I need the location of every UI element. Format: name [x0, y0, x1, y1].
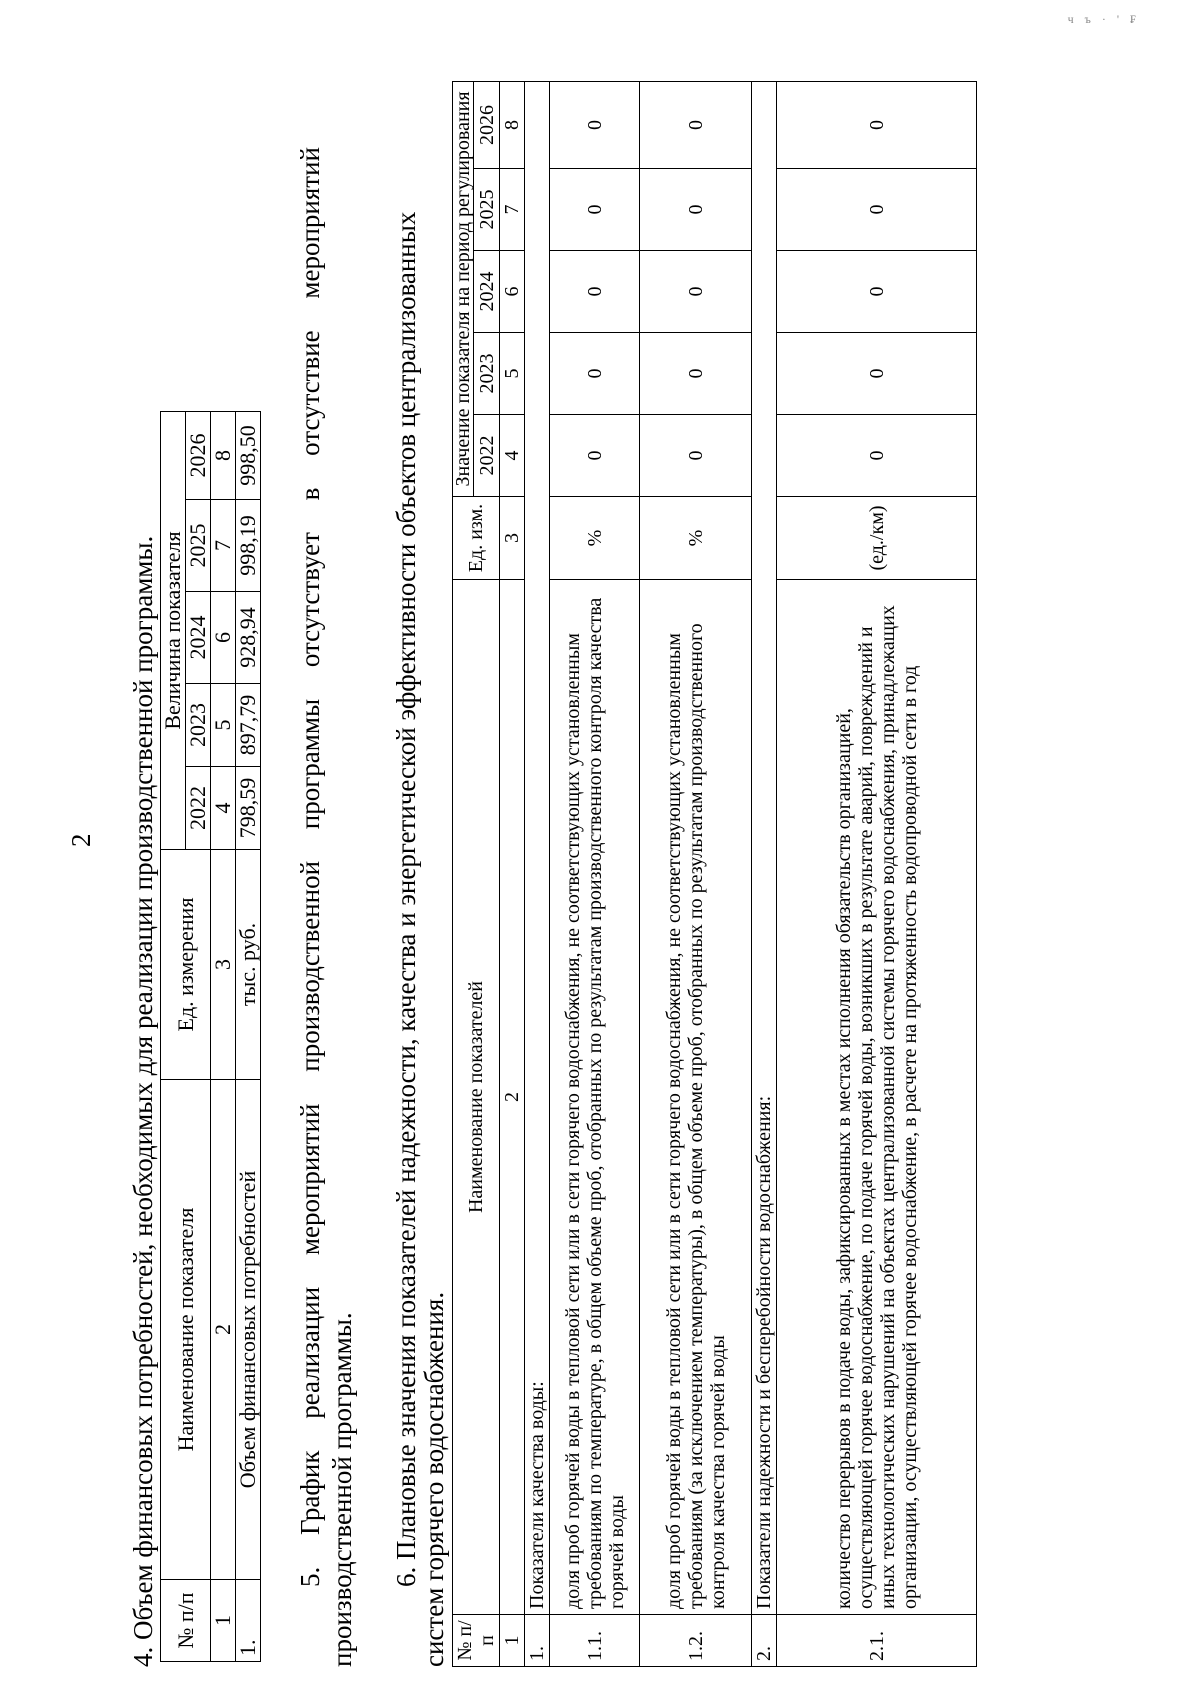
row-value: 0 [640, 415, 752, 497]
scan-marks: ч ъ · ' ₣ [1067, 12, 1140, 26]
row-value: 0 [550, 251, 640, 333]
index-cell: 8 [211, 411, 236, 499]
index-cell: 1 [211, 1580, 236, 1662]
row-name: доля проб горячей воды в тепловой сети или в сети горячего водоснабжения, не соответствующих установленным требованиям (за исключением температуры), в общем объеме проб, отобранных по результатам производственного контроля качества горячей воды [640, 580, 752, 1615]
year-cell: 2024 [474, 251, 500, 333]
row-value: 0 [777, 169, 977, 251]
header-num: № п/п [161, 1580, 211, 1662]
row-unit: % [640, 497, 752, 580]
year-cell: 2025 [474, 169, 500, 251]
section-row [525, 81, 550, 1666]
header-num: № п/п [453, 1615, 500, 1667]
row-num: 2. [752, 1615, 777, 1667]
index-cell: 6 [211, 592, 236, 684]
row-value: 798,59 [236, 767, 261, 850]
index-row [500, 81, 525, 1666]
row-unit: тыс. руб. [236, 850, 261, 1080]
row-num: 1. [236, 1580, 261, 1662]
row-value: 0 [640, 333, 752, 415]
row-value: 0 [550, 333, 640, 415]
index-cell: 2 [500, 580, 525, 1615]
index-row [211, 411, 236, 1661]
table-row [777, 81, 977, 1666]
header-value-group: Значение показателя на период регулирования [453, 81, 474, 496]
row-value: 998,50 [236, 411, 261, 499]
index-cell: 6 [500, 251, 525, 333]
row-unit: (ед./км) [777, 497, 977, 580]
section6-line1: 6. Плановые значения показателей надежности, качества и энергетической эффективности объектов централизованных [391, 211, 421, 1587]
row-value: 0 [640, 251, 752, 333]
section4-title: 4. Объем финансовых потребностей, необходимых для реализации производственной программы. [128, 535, 158, 1667]
index-cell: 3 [500, 497, 525, 580]
index-cell: 2 [211, 1080, 236, 1580]
row-value: 0 [640, 81, 752, 168]
row-value: 0 [550, 415, 640, 497]
year-cell: 2025 [186, 500, 211, 592]
header-value-group: Величина показателя [161, 411, 186, 849]
section5-line2: производственной программы. [327, 1312, 357, 1667]
row-value: 897,79 [236, 684, 261, 767]
row-value: 0 [777, 333, 977, 415]
index-cell: 5 [211, 684, 236, 767]
row-num: 1. [525, 1615, 550, 1667]
index-cell: 4 [500, 415, 525, 497]
year-cell: 2022 [474, 415, 500, 497]
section-name: Показатели надежности и бесперебойности водоснабжения: [752, 81, 777, 1614]
year-cell: 2024 [186, 592, 211, 684]
header-row [453, 81, 474, 1666]
row-name: доля проб горячей воды в тепловой сети или в сети горячего водоснабжения, не соответствующих установленным требованиям по температуре, в общем объеме проб, отобранных по результатам производственного контроля качества горячей воды [550, 580, 640, 1615]
year-cell: 2022 [186, 767, 211, 850]
row-value: 0 [777, 251, 977, 333]
year-cell: 2023 [186, 684, 211, 767]
header-row [161, 411, 186, 1661]
financial-needs-table [160, 411, 261, 1662]
row-num: 1.1. [550, 1615, 640, 1667]
section5-line1: 5. График реализации мероприятий производственной программы отсутствует в отсутствие мероприятий [295, 147, 325, 1587]
year-cell: 2026 [474, 81, 500, 168]
row-value: 0 [550, 81, 640, 168]
index-cell: 5 [500, 333, 525, 415]
row-value: 928,94 [236, 592, 261, 684]
row-num: 1.2. [640, 1615, 752, 1667]
year-cell: 2026 [186, 411, 211, 499]
header-name: Наименование показателей [453, 580, 500, 1615]
header-name: Наименование показателя [161, 1080, 211, 1580]
section-name: Показатели качества воды: [525, 81, 550, 1614]
header-unit: Ед. изм. [453, 497, 500, 580]
section6-line2: систем горячего водоснабжения. [419, 1291, 449, 1667]
row-name: количество перерывов в подаче воды, зафиксированных в местах исполнения обязательств организацией, осуществляющей горячее водоснабжение, по подаче горячей воды, возникших в результате аварий, повреждений и иных технологических нарушений на объектах централизованной системы горячего водоснабжения, принадлежащих организации, осуществляющей горячее водоснабжение, в расчете на протяженность водопроводной сети в год [777, 580, 977, 1615]
row-unit: % [550, 497, 640, 580]
indicators-table [452, 81, 977, 1667]
index-cell: 7 [500, 169, 525, 251]
row-value: 0 [550, 169, 640, 251]
row-value: 0 [777, 81, 977, 168]
index-cell: 8 [500, 81, 525, 168]
row-value: 0 [640, 169, 752, 251]
year-cell: 2023 [474, 333, 500, 415]
table-row [550, 81, 640, 1666]
table-row [236, 411, 261, 1661]
page-number: 2 [66, 833, 96, 847]
header-unit: Ед. измерения [161, 850, 211, 1080]
row-value: 0 [777, 415, 977, 497]
row-value: 998,19 [236, 500, 261, 592]
row-name: Объем финансовых потребностей [236, 1080, 261, 1580]
section-row [752, 81, 777, 1666]
index-cell: 3 [211, 850, 236, 1080]
index-cell: 1 [500, 1615, 525, 1667]
index-cell: 7 [211, 500, 236, 592]
index-cell: 4 [211, 767, 236, 850]
row-num: 2.1. [777, 1615, 977, 1667]
table-row [640, 81, 752, 1666]
